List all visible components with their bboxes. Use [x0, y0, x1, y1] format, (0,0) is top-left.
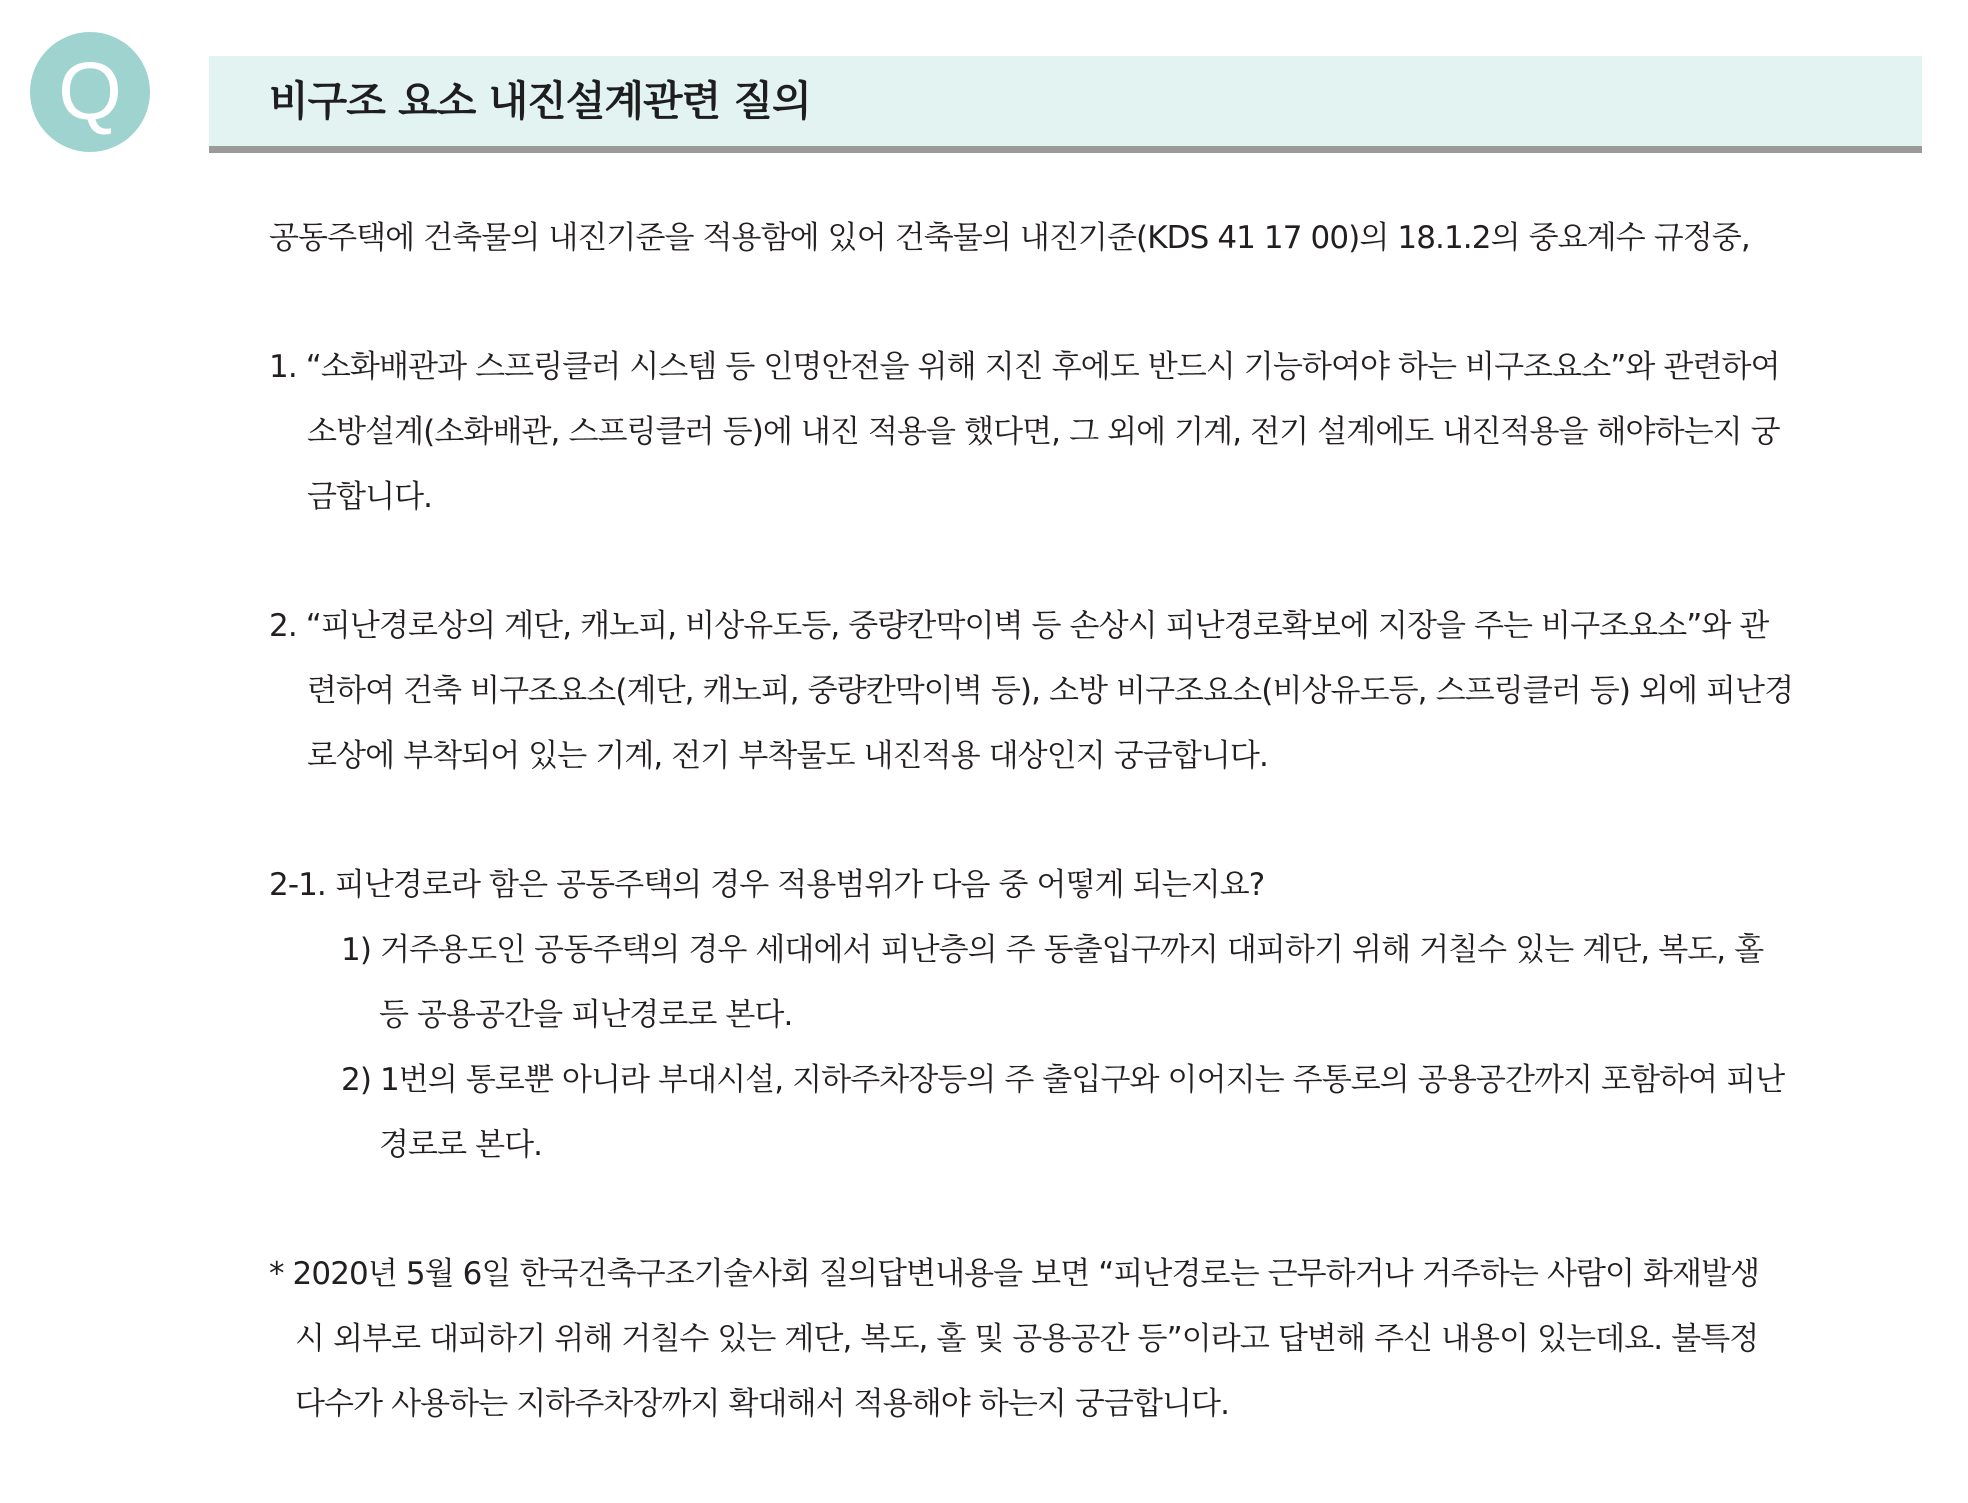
footnote-line-1: * 2020년 5월 6일 한국건축구조기술사회 질의답변내용을 보면 “피난경로는 근무하거나 거주하는 사람이 화재발생 [269, 1256, 1760, 1292]
question-item-1-line-3: 금합니다. [307, 479, 433, 515]
question-badge-icon [30, 32, 150, 152]
question-item-2 [269, 594, 1922, 789]
option-1 [269, 918, 1922, 1048]
option-2 [269, 1048, 1922, 1178]
title-bar [209, 56, 1922, 153]
footnote-line-2: 시 외부로 대피하기 위해 거칠수 있는 계단, 복도, 홀 및 공용공간 등”이라고 답변해 주신 내용이 있는데요. 불특정 [295, 1321, 1759, 1357]
footnote-line-3: 다수가 사용하는 지하주차장까지 확대해서 적용해야 하는지 궁금합니다. [295, 1386, 1230, 1422]
question-item-2-line-2: 련하여 건축 비구조요소(계단, 캐노피, 중량칸막이벽 등), 소방 비구조요소(비상유도등, 스프링클러 등) 외에 피난경 [307, 673, 1794, 709]
footnote [269, 1242, 1922, 1437]
question-body [269, 206, 1922, 1437]
page-title: 비구조 요소 내진설계관련 질의 [269, 77, 811, 125]
question-badge-letter: Q [58, 46, 122, 137]
intro-paragraph: 공동주택에 건축물의 내진기준을 적용함에 있어 건축물의 내진기준(KDS 41 17 00)의 18.1.2의 중요계수 규정중, [269, 220, 1750, 256]
question-item-2-1-heading: 2-1. 피난경로라 함은 공동주택의 경우 적용범위가 다음 중 어떻게 되는지요? [269, 867, 1265, 903]
question-item-1-line-1: 1. “소화배관과 스프링클러 시스템 등 인명안전을 위해 지진 후에도 반드시 기능하여야 하는 비구조요소”와 관련하여 [269, 349, 1780, 385]
question-item-2-line-3: 로상에 부착되어 있는 기계, 전기 부착물도 내진적용 대상인지 궁금합니다. [307, 738, 1268, 774]
question-item-2-1 [269, 853, 1922, 1178]
option-2-line-2: 경로로 본다. [379, 1127, 543, 1163]
option-2-line-1: 2) 1번의 통로뿐 아니라 부대시설, 지하주차장등의 주 출입구와 이어지는 주통로의 공용공간까지 포함하여 피난 [341, 1062, 1785, 1098]
question-item-2-line-1: 2. “피난경로상의 계단, 캐노피, 비상유도등, 중량칸막이벽 등 손상시 피난경로확보에 지장을 주는 비구조요소”와 관 [269, 608, 1769, 644]
question-item-1-line-2: 소방설계(소화배관, 스프링클러 등)에 내진 적용을 했다면, 그 외에 기계, 전기 설계에도 내진적용을 해야하는지 궁 [307, 414, 1780, 450]
option-1-line-1: 1) 거주용도인 공동주택의 경우 세대에서 피난층의 주 동출입구까지 대피하기 위해 거칠수 있는 계단, 복도, 홀 [341, 932, 1764, 968]
option-1-line-2: 등 공용공간을 피난경로로 본다. [379, 997, 793, 1033]
question-item-1 [269, 335, 1922, 530]
